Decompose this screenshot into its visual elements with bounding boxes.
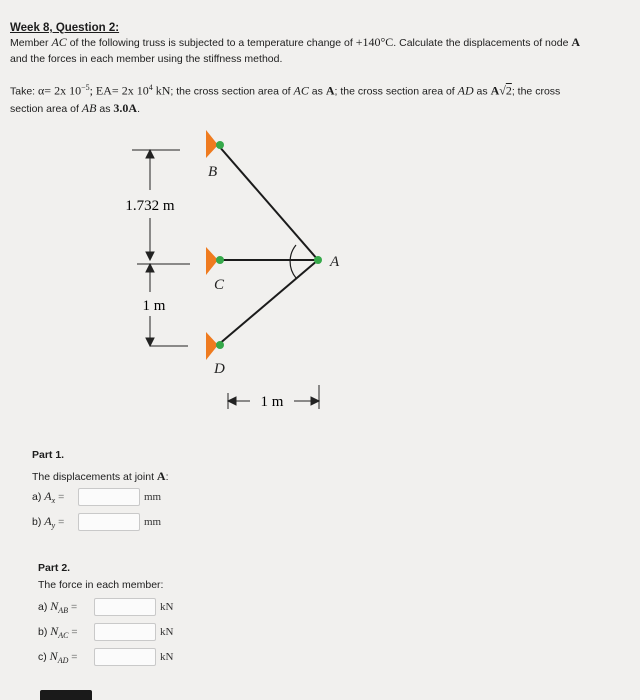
dim-label-1m-horizontal: 1 m bbox=[260, 394, 284, 410]
given-values: Take: α= 2x $10^{-5}$; EA= 2x $10^4$ kN; the cross section area of AC as A; the cross section area of AD as A√2; the cross section area of AB as 3.0A. bbox=[10, 83, 561, 115]
nad-unit: kN bbox=[160, 651, 174, 663]
vertical-dimension bbox=[132, 150, 190, 346]
answer-row-ax: a) $A_x$ = mm bbox=[32, 488, 162, 506]
nac-input[interactable] bbox=[94, 623, 156, 641]
node-c bbox=[216, 256, 224, 264]
node-d bbox=[216, 341, 224, 349]
label-b: B bbox=[208, 164, 218, 180]
label-d: D bbox=[214, 361, 225, 377]
nac-unit: kN bbox=[160, 626, 174, 638]
node-a bbox=[314, 256, 322, 264]
label-c: C bbox=[214, 277, 225, 293]
angle-arc bbox=[290, 245, 296, 278]
truss-diagram bbox=[0, 110, 640, 420]
nad-input[interactable] bbox=[94, 648, 156, 666]
part2-title: Part 2. bbox=[38, 562, 71, 574]
answer-row-ay: b) $A_y$ = mm bbox=[32, 513, 162, 531]
page-title: Week 8, Question 2: bbox=[10, 22, 120, 34]
label-a: A bbox=[330, 254, 340, 270]
ax-input[interactable] bbox=[78, 488, 140, 506]
part1-prompt: The displacements at joint A: bbox=[32, 469, 169, 483]
answer-row-nad: c) $N_{AD}$ = kN bbox=[38, 648, 174, 666]
dim-label-1732: 1.732 m bbox=[125, 198, 175, 214]
ay-input[interactable] bbox=[78, 513, 140, 531]
member-ab bbox=[218, 145, 318, 260]
node-b bbox=[216, 141, 224, 149]
dim-label-1m-vertical: 1 m bbox=[142, 298, 166, 314]
ax-unit: mm bbox=[144, 491, 162, 503]
part2-prompt: The force in each member: bbox=[38, 579, 164, 591]
member-ad bbox=[218, 260, 318, 345]
part1-title: Part 1. bbox=[32, 449, 65, 461]
nab-unit: kN bbox=[160, 601, 174, 613]
answer-row-nac: b) $N_{AC}$ = kN bbox=[38, 623, 174, 641]
answer-row-nab: a) $N_{AB}$ = kN bbox=[38, 598, 174, 616]
truss-members bbox=[218, 145, 318, 345]
submit-button[interactable] bbox=[40, 690, 92, 700]
ay-unit: mm bbox=[144, 516, 162, 528]
problem-statement: Member AC of the following truss is subjected to a temperature change of +140°C. Calculate the displacements of node A and the forces in each member using the stiffness method. bbox=[10, 35, 580, 65]
nab-input[interactable] bbox=[94, 598, 156, 616]
